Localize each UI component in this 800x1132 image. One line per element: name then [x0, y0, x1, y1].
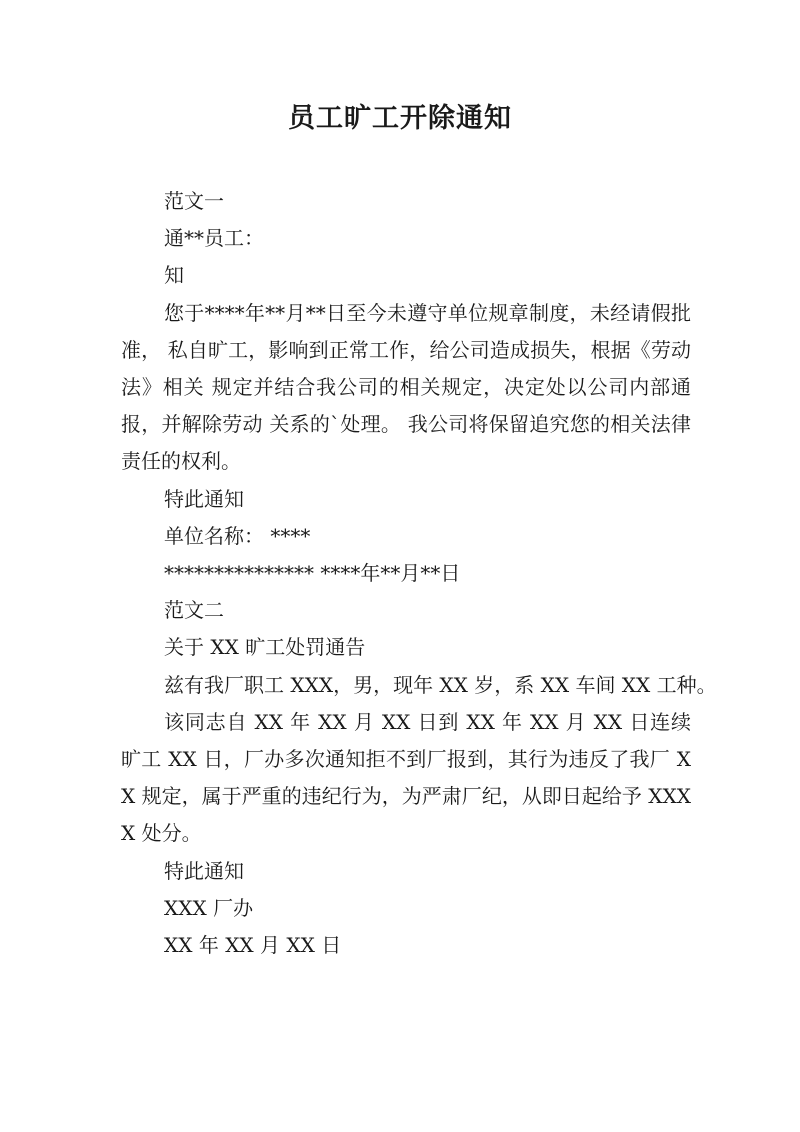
sample2-body: 该同志自 XX 年 XX 月 XX 日到 XX 年 XX 月 XX 日连续旷工 XX 日，厂办多次通知拒不到厂报到，其行为违反了我厂 XX 规定，属于严重的违纪行为，为严肃厂纪，从即日起给予 XXXX 处分。 — [121, 709, 691, 846]
sample2-closing: 特此通知 — [164, 858, 244, 883]
sample1-body: 您于****年**月**日至今未遵守单位规章制度，未经请假批准， 私自旷工，影响到正常工作，给公司造成损失，根据《劳动法》相关 规定并结合我公司的相关规定，决定处以公司内部通报，并解除劳动 关系的`处理。 我公司将保留追究您的相关法律责任的权利。 — [121, 300, 691, 474]
sample1-unit: 单位名称： **** — [164, 523, 311, 548]
document-title: 员工旷工开除通知 — [288, 103, 512, 134]
sample2-heading: 范文二 — [164, 598, 224, 623]
sample2-line1: 兹有我厂职工 XXX，男，现年 XX 岁，系 XX 车间 XX 工种。 — [164, 672, 717, 697]
sample2-issuer: XXX 厂办 — [164, 895, 254, 920]
sample1-closing: 特此通知 — [164, 486, 244, 511]
document-body — [121, 183, 717, 964]
sample1-heading: 范文一 — [164, 189, 224, 213]
sample1-salutation: 通**员工： — [164, 226, 264, 251]
sample2-date: XX 年 XX 月 XX 日 — [164, 933, 342, 958]
sample1-zhi: 知 — [164, 263, 184, 288]
sample1-date: *************** ****年**月**日 — [164, 561, 461, 586]
sample2-subject: 关于 XX 旷工处罚通告 — [164, 635, 366, 660]
